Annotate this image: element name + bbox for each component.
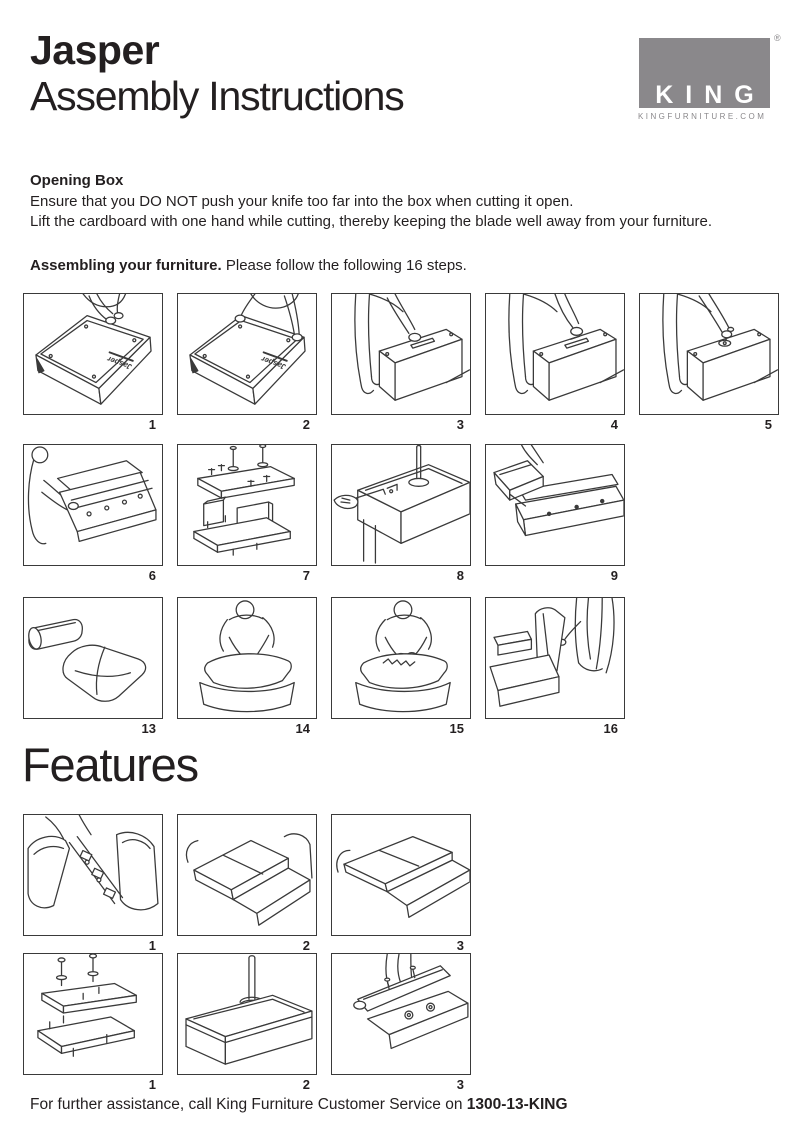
step-cell xyxy=(485,444,625,582)
carry-box-c-illustration xyxy=(640,294,778,414)
step-cell xyxy=(23,953,163,1091)
step-cell xyxy=(485,293,625,431)
step-cell xyxy=(177,597,317,735)
step-illustration-frame xyxy=(23,444,163,566)
step-illustration-frame xyxy=(23,814,163,936)
assembling-lead xyxy=(30,256,790,277)
assembling-text: Please follow the following 16 steps. xyxy=(221,257,467,274)
king-logo xyxy=(639,38,770,108)
step-number: 2 xyxy=(302,417,310,432)
step-number: 3 xyxy=(456,1077,464,1092)
cushions-illustration xyxy=(24,598,162,718)
opening-box-heading: Opening Box xyxy=(30,172,124,189)
step-cell xyxy=(331,444,471,582)
footer-text: For further assistance, call King Furniture Customer Service on xyxy=(30,1096,467,1113)
step-illustration-frame xyxy=(485,597,625,719)
opening-box-line-1: Ensure that you DO NOT push your knife too far into the box when cutting it open. xyxy=(30,192,574,210)
attach-arm-illustration xyxy=(486,445,624,565)
step-illustration-frame xyxy=(177,293,317,415)
step-number: 1 xyxy=(148,417,156,432)
step-number: 4 xyxy=(610,417,618,432)
open-frame-illustration xyxy=(24,445,162,565)
carry-box-b-illustration xyxy=(486,294,624,414)
step-cell xyxy=(177,814,317,952)
step-illustration-frame xyxy=(331,814,471,936)
step-number: 16 xyxy=(603,721,618,736)
step-number: 13 xyxy=(141,721,156,736)
page-title-doc: Assembly Instructions xyxy=(30,73,404,119)
opening-box-section xyxy=(30,171,790,233)
place-cushion-illustration xyxy=(178,598,316,718)
step-cell xyxy=(177,293,317,431)
opening-box-line-2: Lift the cardboard with one hand while cutting, thereby keeping the blade well away from your furniture. xyxy=(30,213,713,230)
step-number: 3 xyxy=(456,938,464,953)
assembly-steps-row-3 xyxy=(23,597,625,735)
step-illustration-frame xyxy=(485,444,625,566)
step-number: 15 xyxy=(449,721,464,736)
pin-corner-illustration xyxy=(332,445,470,565)
step-number: 2 xyxy=(302,938,310,953)
step-number: 1 xyxy=(148,1077,156,1092)
step-illustration-frame xyxy=(23,953,163,1075)
step-illustration-frame xyxy=(485,293,625,415)
leg-foot-illustration xyxy=(178,954,316,1074)
registered-trademark-icon: ® xyxy=(774,33,781,43)
fold-back-illustration xyxy=(178,815,316,935)
king-logo-letters: KING xyxy=(655,81,766,109)
screw-panel-illustration xyxy=(332,954,470,1074)
step-cell xyxy=(23,597,163,735)
features-heading: Features xyxy=(22,738,198,791)
step-cell xyxy=(23,444,163,582)
step-cell xyxy=(177,444,317,582)
step-illustration-frame xyxy=(177,444,317,566)
step-cell xyxy=(331,814,471,952)
step-illustration-frame xyxy=(177,597,317,719)
step-illustration-frame xyxy=(177,953,317,1075)
flat-back-illustration xyxy=(332,815,470,935)
step-cell xyxy=(331,293,471,431)
step-cell xyxy=(177,953,317,1091)
assembly-steps-row-1 xyxy=(23,293,779,431)
step-illustration-frame xyxy=(177,814,317,936)
carry-box-a-illustration xyxy=(332,294,470,414)
step-cell xyxy=(331,597,471,735)
king-website: KINGFURNITURE.COM xyxy=(638,112,767,121)
step-cell xyxy=(331,953,471,1091)
exploded-planks-illustration xyxy=(178,445,316,565)
step-cell xyxy=(23,293,163,431)
step-illustration-frame xyxy=(331,597,471,719)
step-illustration-frame xyxy=(23,293,163,415)
back-cushion-illustration xyxy=(486,598,624,718)
step-cell xyxy=(23,814,163,952)
step-number: 1 xyxy=(148,938,156,953)
assembly-steps-row-2 xyxy=(23,444,625,582)
footer-assistance xyxy=(30,1096,568,1114)
clip-detail-illustration xyxy=(24,815,162,935)
step-number: 7 xyxy=(302,568,310,583)
press-cushion-illustration xyxy=(332,598,470,718)
step-cell xyxy=(485,597,625,735)
box-lid-a-illustration xyxy=(24,294,162,414)
step-cell xyxy=(639,293,779,431)
step-illustration-frame xyxy=(331,953,471,1075)
step-number: 14 xyxy=(295,721,310,736)
step-illustration-frame xyxy=(331,293,471,415)
step-number: 8 xyxy=(456,568,464,583)
step-number: 2 xyxy=(302,1077,310,1092)
step-number: 9 xyxy=(610,568,618,583)
assembling-heading: Assembling your furniture. xyxy=(30,257,222,274)
footer-phone: 1300-13-KING xyxy=(466,1096,568,1113)
step-illustration-frame xyxy=(23,597,163,719)
features-row-1 xyxy=(23,814,471,952)
box-lid-b-illustration xyxy=(178,294,316,414)
step-number: 5 xyxy=(764,417,772,432)
step-number: 6 xyxy=(148,568,156,583)
features-row-2 xyxy=(23,953,471,1091)
step-illustration-frame xyxy=(639,293,779,415)
leg-exploded-illustration xyxy=(24,954,162,1074)
page-title-product: Jasper xyxy=(30,27,160,73)
step-number: 3 xyxy=(456,417,464,432)
step-illustration-frame xyxy=(331,444,471,566)
